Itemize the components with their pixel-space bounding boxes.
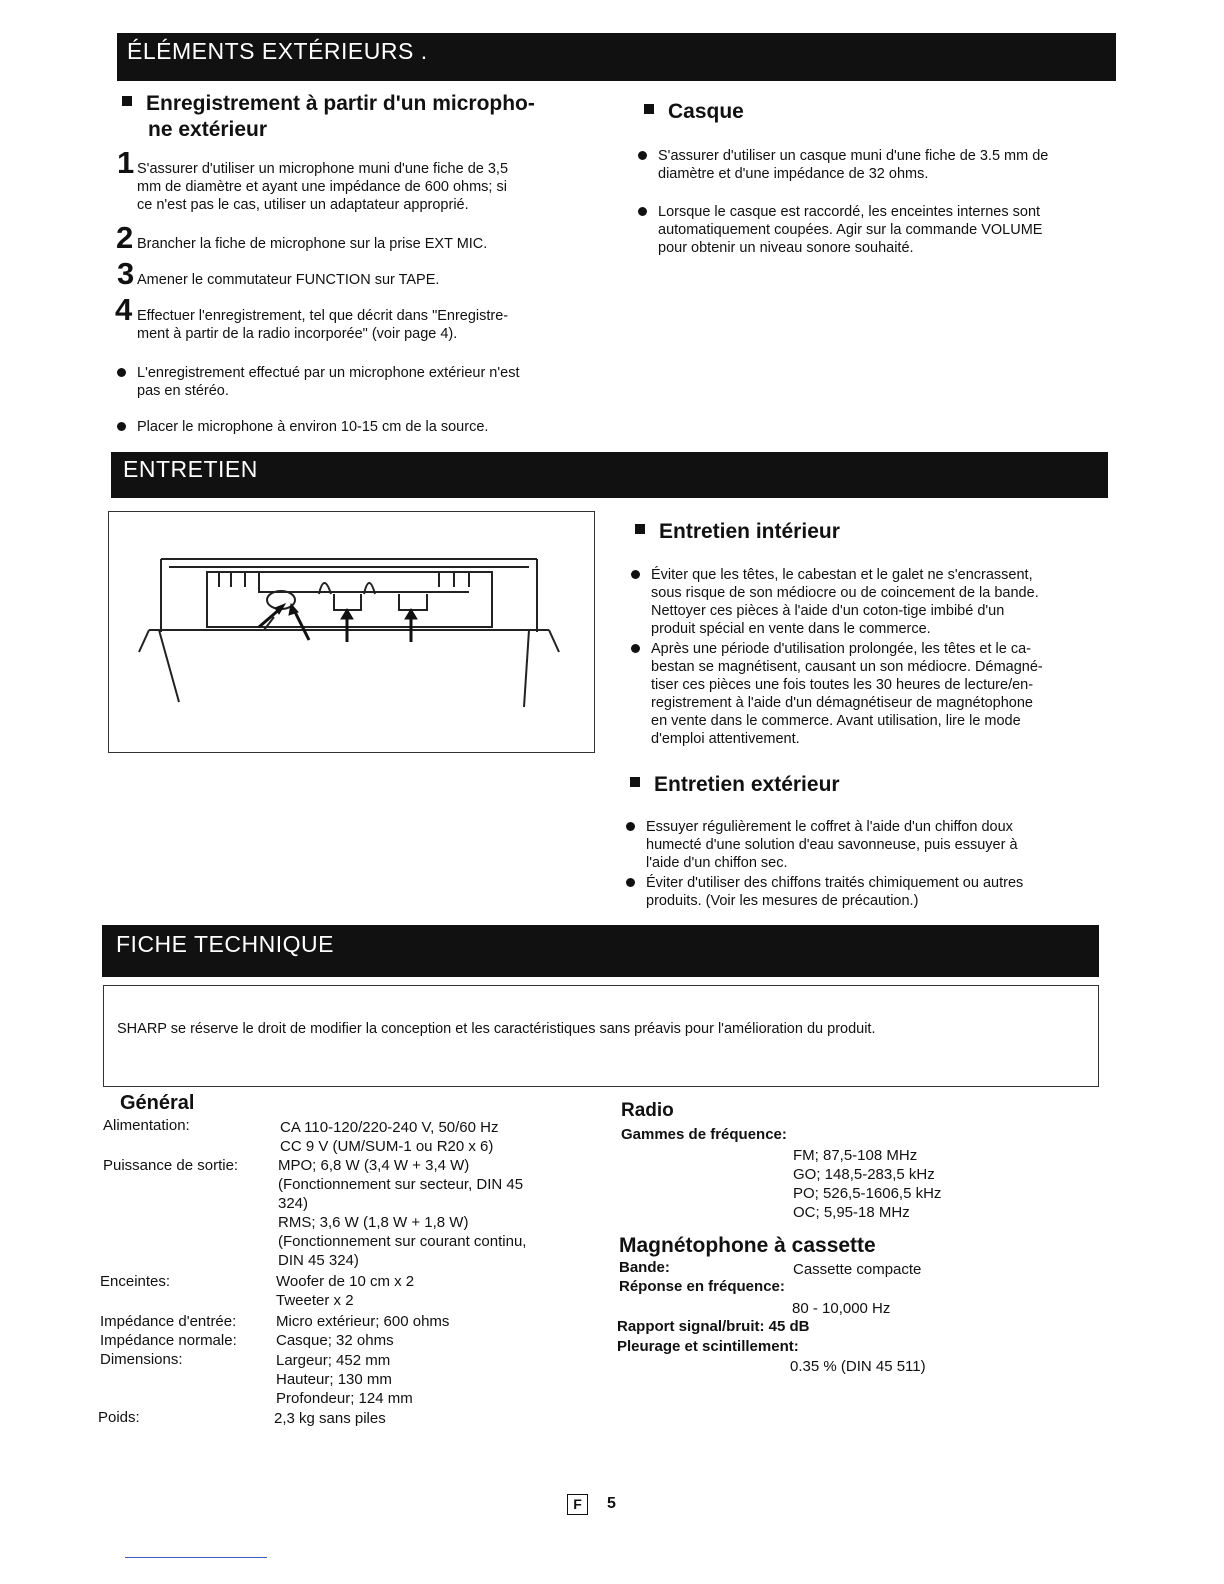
cassette-pleurage-value: 0.35 % (DIN 45 511) (790, 1358, 926, 1375)
spec-label: Poids: (98, 1409, 140, 1426)
spec-label: Enceintes: (100, 1273, 171, 1290)
bullet-icon (638, 207, 647, 216)
interieur-bullet-1: Éviter que les têtes, le cabestan et le galet ne s'encrassent, sous risque de son médiocre ou de coincement de la bande. Nettoyer ces pièces à l'aide d'un coton-tige imbibé d'un produit spécial en vente dans le commerce. (651, 566, 1111, 638)
radio-values: FM; 87,5-108 MHz GO; 148,5-283,5 kHz PO; 526,5-1606,5 kHz OC; 5,95-18 MHz (793, 1147, 942, 1221)
bullet-icon (631, 644, 640, 653)
cassette-reponse-label: Réponse en fréquence: (619, 1278, 785, 1295)
cassette-heading: Magnétophone à cassette (619, 1234, 876, 1257)
section-title: FICHE TECHNIQUE (116, 931, 334, 957)
step-1: 1 S'assurer d'utiliser un microphone muni d'une fiche de 3,5 mm de diamètre et ayant une impédance de 600 ohms; si ce n'est pas le cas, utiliser un adaptateur approprié. (117, 145, 509, 213)
spec-value: Micro extérieur; 600 ohms (276, 1313, 450, 1330)
section-header-entretien (111, 452, 1108, 498)
step-number: 2 (116, 220, 134, 255)
bullet-icon (117, 368, 126, 377)
cassette-deck-illustration (108, 511, 595, 753)
casque-bullet-2: Lorsque le casque est raccordé, les enceintes internes sont automatiquement coupées. Agir sur la commande VOLUME pour obtenir un niveau sonore souhaité. (658, 203, 1118, 257)
casque-heading: Casque (644, 100, 744, 123)
exterieur-bullet-1: Essuyer régulièrement le coffret à l'aide d'un chiffon doux humecté d'une solution d'eau savonneuse, puis essuyer à l'aide d'un chiffon sec. (646, 818, 1108, 872)
step-4: 4 Effectuer l'enregistrement, tel que décrit dans "Enregistre- ment à partir de la radio incorporée" (voir page 4). (115, 292, 509, 342)
spec-value: CA 110-120/220-240 V, 50/60 Hz CC 9 V (UM/SUM-1 ou R20 x 6) (280, 1119, 499, 1155)
step-3: 3 Amener le commutateur FUNCTION sur TAPE. (117, 256, 440, 291)
bullet-icon (631, 570, 640, 579)
interieur-bullet-2: Après une période d'utilisation prolongée, les têtes et le ca- bestan se magnétisent, causant un son médiocre. Démagné- tiser ces pièces une fois toutes les 30 heures de lecture/en- registrement à l'aide d'un démagnétiseur de magnétophone en vente dans le commerce. Avant utilisation, lire le mode d'emploi attentivement. (651, 640, 1111, 748)
spec-value: Casque; 32 ohms (276, 1332, 394, 1349)
cassette-signal: Rapport signal/bruit: 45 dB (617, 1318, 810, 1335)
spec-label: Impédance d'entrée: (100, 1313, 237, 1330)
notice-text: SHARP se réserve le droit de modifier la conception et les caractéristiques sans préavis pour l'amélioration du produit. (117, 1021, 876, 1037)
spec-label: Alimentation: (103, 1117, 190, 1134)
section-header-elements (117, 33, 1116, 81)
section-title: ÉLÉMENTS EXTÉRIEURS . (127, 38, 428, 64)
interieur-heading: Entretien intérieur (635, 520, 840, 543)
radio-heading: Radio (621, 1100, 674, 1121)
tape-heads-diagram (109, 512, 594, 752)
general-heading: Général (120, 1092, 195, 1114)
cassette-reponse-value: 80 - 10,000 Hz (792, 1300, 891, 1317)
cassette-pleurage-label: Pleurage et scintillement: (617, 1338, 799, 1355)
spec-value: Woofer de 10 cm x 2 Tweeter x 2 (276, 1273, 415, 1309)
notice-box (103, 985, 1099, 1087)
footer-rule (125, 1557, 267, 1558)
cassette-bande-value: Cassette compacte (793, 1261, 922, 1278)
spec-label: Dimensions: (100, 1351, 183, 1368)
spec-label: Puissance de sortie: (103, 1157, 239, 1174)
step-number: 3 (117, 256, 135, 291)
page-number: 5 (607, 1495, 616, 1512)
step-number: 4 (115, 292, 133, 327)
micro-bullet-2: Placer le microphone à environ 10-15 cm de la source. (137, 418, 607, 436)
bullet-icon (626, 878, 635, 887)
bullet-icon (638, 151, 647, 160)
bullet-icon (626, 822, 635, 831)
micro-heading: Enregistrement à partir d'un micropho- (122, 92, 622, 115)
step-number: 1 (117, 145, 135, 180)
section-title: ENTRETIEN (123, 456, 258, 482)
square-bullet-icon (644, 104, 654, 114)
exterieur-heading: Entretien extérieur (630, 773, 840, 796)
square-bullet-icon (630, 777, 640, 787)
section-header-fiche (102, 925, 1099, 977)
exterieur-bullet-2: Éviter d'utiliser des chiffons traités chimiquement ou autres produits. (Voir les mesures de précaution.) (646, 874, 1108, 910)
language-badge: F (567, 1494, 588, 1515)
micro-heading-cont: ne extérieur (148, 118, 268, 141)
square-bullet-icon (122, 96, 132, 106)
spec-label: Impédance normale: (100, 1332, 237, 1349)
spec-value: MPO; 6,8 W (3,4 W + 3,4 W) (Fonctionnement sur secteur, DIN 45 324) RMS; 3,6 W (1,8 W + 1,8 W) (Fonctionnement sur courant continu, DIN 45 324) (278, 1157, 527, 1269)
bullet-icon (117, 422, 126, 431)
step-2: 2 Brancher la fiche de microphone sur la prise EXT MIC. (116, 220, 488, 255)
micro-bullet-1: L'enregistrement effectué par un microphone extérieur n'est pas en stéréo. (137, 364, 607, 400)
spec-value: 2,3 kg sans piles (274, 1410, 386, 1427)
radio-label: Gammes de fréquence: (621, 1126, 787, 1143)
spec-value: Largeur; 452 mm Hauteur; 130 mm Profondeur; 124 mm (276, 1352, 413, 1407)
square-bullet-icon (635, 524, 645, 534)
cassette-bande-label: Bande: (619, 1259, 670, 1276)
casque-bullet-1: S'assurer d'utiliser un casque muni d'une fiche de 3.5 mm de diamètre et d'une impédance de 32 ohms. (658, 147, 1118, 183)
